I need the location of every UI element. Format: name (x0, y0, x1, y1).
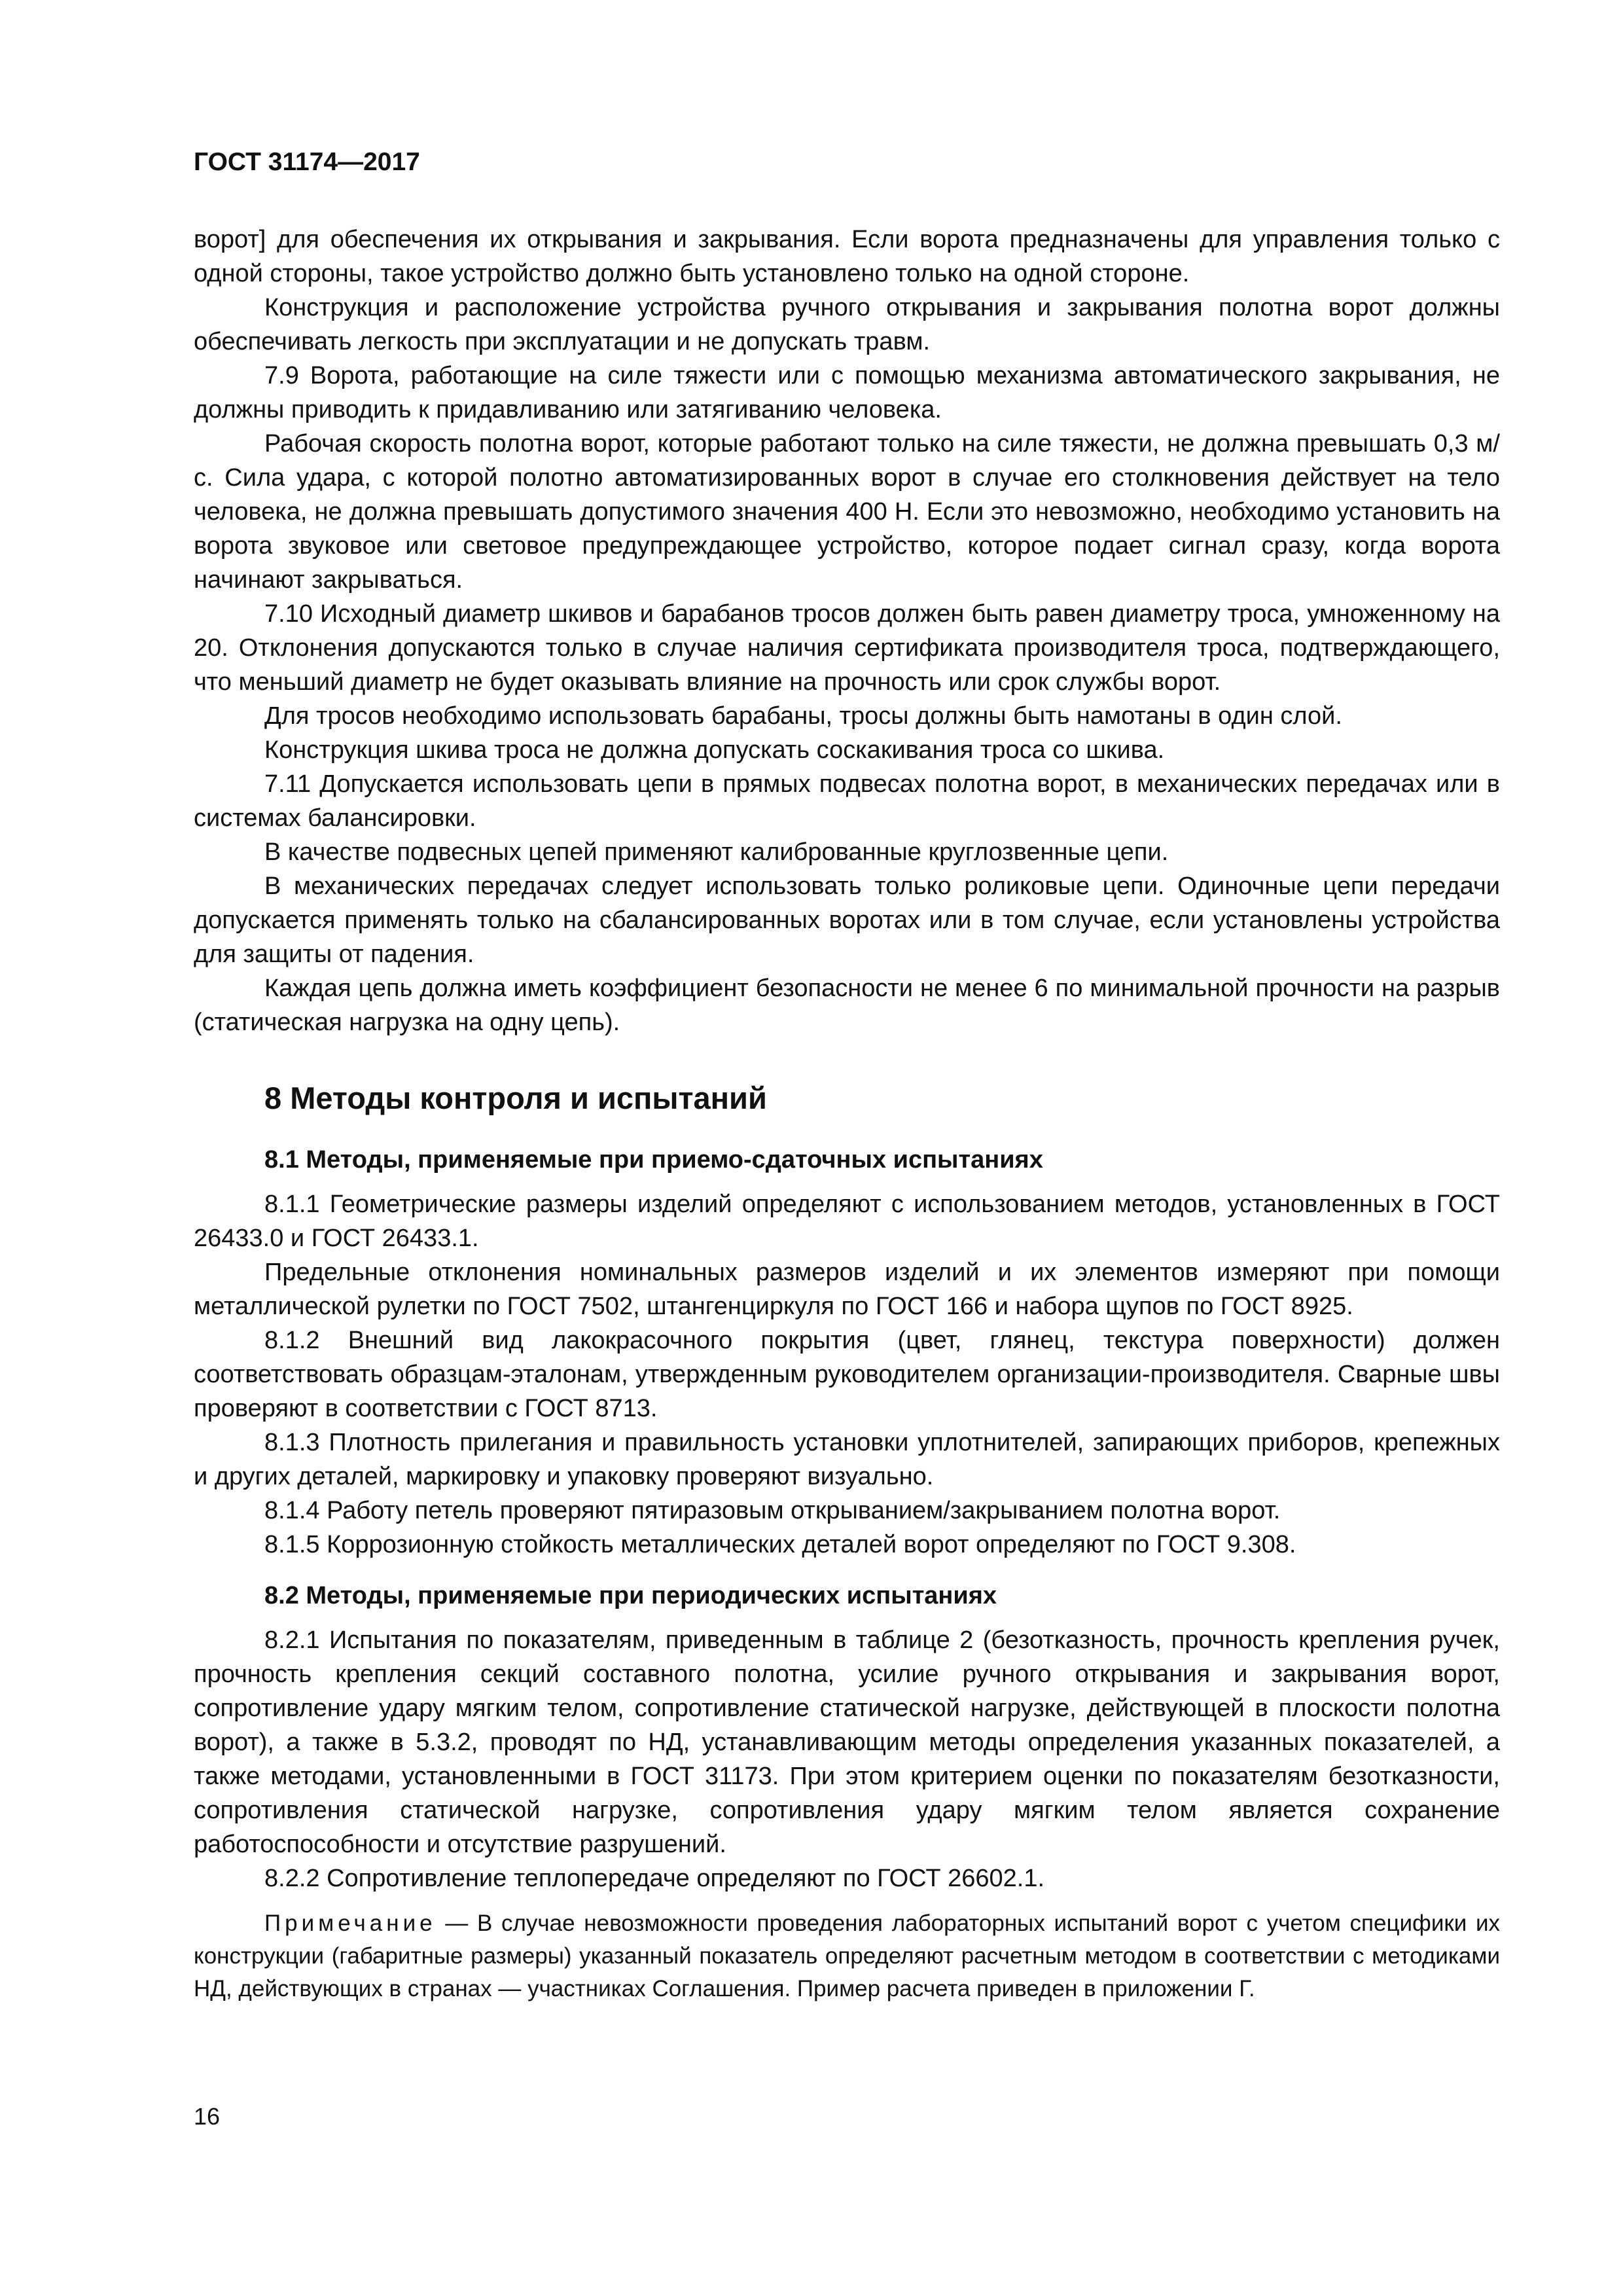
paragraph-7-9: 7.9 Ворота, работающие на силе тяжести или с помощью механизма автоматического закрывания, не должны приводить к придавливанию или затягиванию человека. (194, 362, 1500, 423)
section-8-2-heading: 8.2 Методы, применяемые при периодических испытаниях (264, 1582, 997, 1609)
paragraph-7-11: 7.11 Допускается использовать цепи в прямых подвесах полотна ворот, в механических передачах или в системах балансировки. (194, 770, 1500, 832)
note-lead: Примечание (264, 1910, 437, 1936)
paragraph: Рабочая скорость полотна ворот, которые работают только на силе тяжести, не должна превышать 0,3 м/с. Сила удара, с которой полотно автоматизированных ворот в случае его столкновения действует на тело человека, не должна превышать допустимого значения 400 Н. Если это невозможно, необходимо установить на ворота звуковое или световое предупреждающее устройство, которое подает сигнал сразу, когда ворота начинают закрываться. (194, 430, 1500, 594)
paragraph: ворот] для обеспечения их открывания и закрывания. Если ворота предназначены для управления только с одной стороны, такое устройство должно быть установлено только на одной стороне. (194, 226, 1500, 287)
paragraph: Конструкция шкива троса не должна допускать соскакивания троса со шкива. (264, 736, 1165, 764)
page-number: 16 (194, 2103, 221, 2130)
paragraph: В качестве подвесных цепей применяют калиброванные круглозвенные цепи. (264, 838, 1169, 866)
note-text: — В случае невозможности проведения лабораторных испытаний ворот с учетом специфики их конструкции (габаритные размеры) указанный показатель определяют расчетным методом в соответствии с методиками НД, действующих в странах — участниках Соглашения. Пример расчета приведен в приложении Г. (194, 1910, 1500, 2001)
paragraph-7-10: 7.10 Исходный диаметр шкивов и барабанов тросов должен быть равен диаметру троса, умноженному на 20. Отклонения допускаются только в случае наличия сертификата производителя троса, подтверждающего, что меньший диаметр не будет оказывать влияние на прочность или срок службы ворот. (194, 600, 1500, 696)
page-content (194, 223, 1500, 2005)
paragraph-8-1-3: 8.1.3 Плотность прилегания и правильность установки уплотнителей, запирающих приборов, крепежных и других деталей, маркировку и упаковку проверяют визуально. (194, 1429, 1500, 1490)
paragraph: В механических передачах следует использовать только роликовые цепи. Одиночные цепи передачи допускается применять только на сбалансированных воротах или в том случае, если установлены устройства для защиты от падения. (194, 872, 1500, 968)
paragraph: Предельные отклонения номинальных размеров изделий и их элементов измеряют при помощи металлической рулетки по ГОСТ 7502, штангенциркуля по ГОСТ 166 и набора щупов по ГОСТ 8925. (194, 1259, 1500, 1320)
paragraph: Для тросов необходимо использовать барабаны, тросы должны быть намотаны в один слой. (264, 702, 1342, 730)
paragraph-8-2-2: 8.2.2 Сопротивление теплопередаче определяют по ГОСТ 26602.1. (264, 1865, 1045, 1892)
section-8-heading: 8 Методы контроля и испытаний (264, 1081, 767, 1115)
document-header: ГОСТ 31174—2017 (194, 148, 420, 176)
paragraph-8-2-1: 8.2.1 Испытания по показателям, приведенным в таблице 2 (безотказность, прочность крепления ручек, прочность крепления секций составного полотна, усилие ручного открывания и закрывания ворот, сопротивление удару мягким телом, сопротивление статической нагрузке, действующей в плоскости полотна ворот), а также в 5.3.2, проводят по НД, устанавливающим методы определения указанных показателей, а также методами, установленными в ГОСТ 31173. При этом критерием оценки по показателям безотказности, сопротивления статической нагрузке, сопротивления удару мягким телом является сохранение работоспособности и отсутствие разрушений. (194, 1626, 1500, 1858)
note (194, 1907, 1500, 2005)
paragraph-8-1-1: 8.1.1 Геометрические размеры изделий определяют с использованием методов, установленных в ГОСТ 26433.0 и ГОСТ 26433.1. (194, 1191, 1500, 1252)
paragraph: Каждая цепь должна иметь коэффициент безопасности не менее 6 по минимальной прочности на разрыв (статическая нагрузка на одну цепь). (194, 975, 1500, 1036)
paragraph-8-1-4: 8.1.4 Работу петель проверяют пятиразовым открыванием/закрыванием полотна ворот. (264, 1497, 1281, 1524)
paragraph-8-1-5: 8.1.5 Коррозионную стойкость металлических деталей ворот определяют по ГОСТ 9.308. (264, 1531, 1296, 1558)
paragraph: Конструкция и расположение устройства ручного открывания и закрывания полотна ворот должны обеспечивать легкость при эксплуатации и не допускать травм. (194, 294, 1500, 355)
paragraph-8-1-2: 8.1.2 Внешний вид лакокрасочного покрытия (цвет, глянец, текстура поверхности) должен соответствовать образцам-эталонам, утвержденным руководителем организации-производителя. Сварные швы проверяют в соответствии с ГОСТ 8713. (194, 1327, 1500, 1422)
section-8-1-heading: 8.1 Методы, применяемые при приемо-сдаточных испытаниях (264, 1146, 1043, 1174)
